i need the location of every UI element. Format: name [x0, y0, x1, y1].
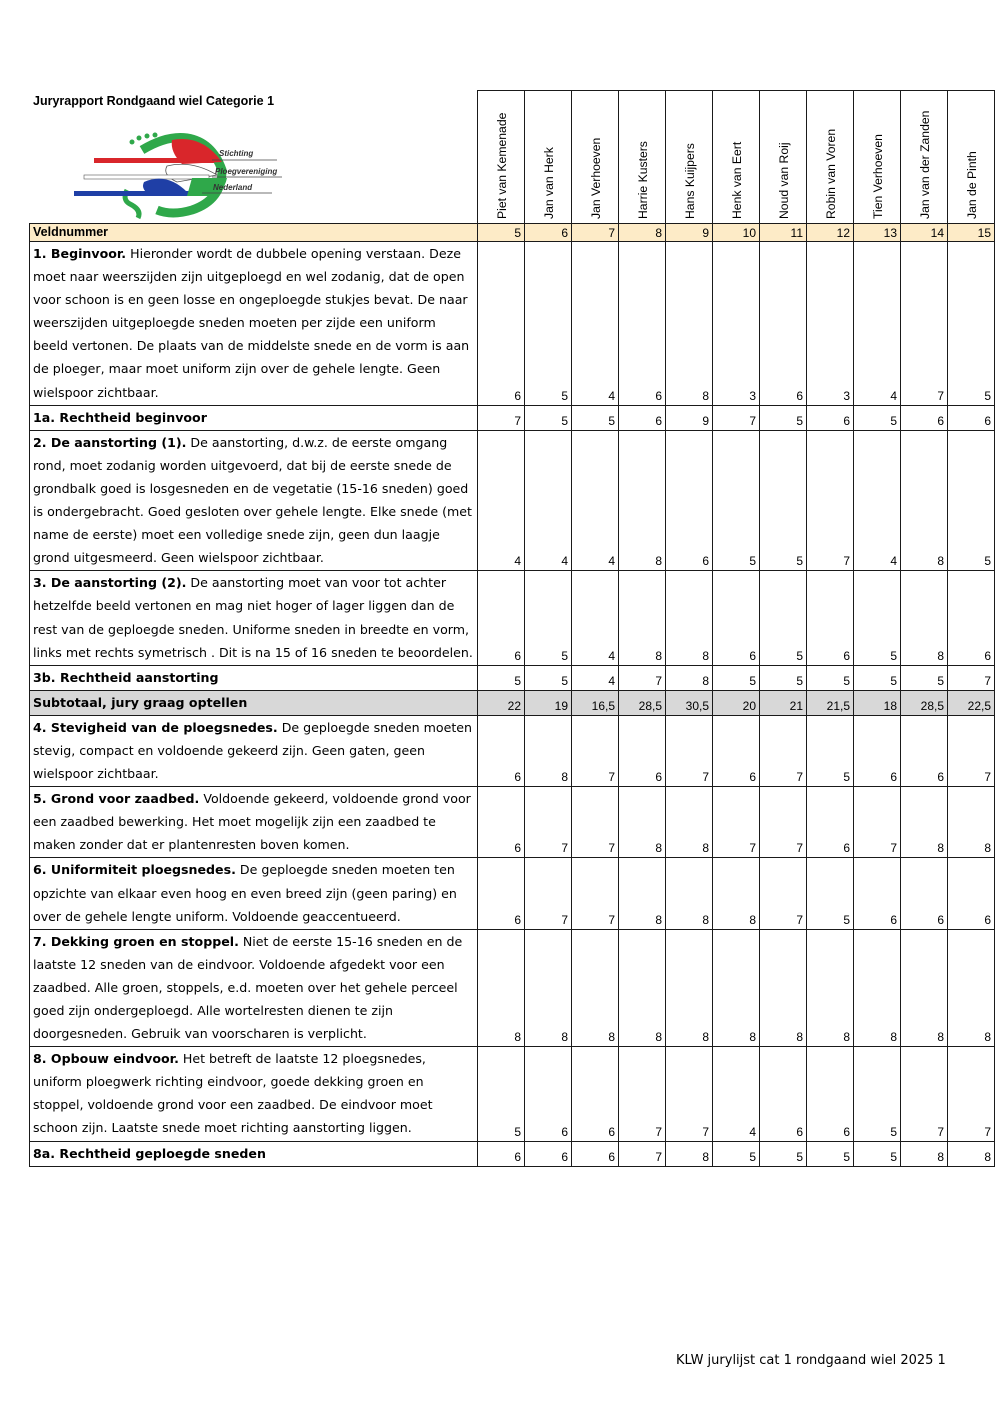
criterion-description — [30, 858, 478, 929]
score-cell: 7 — [713, 405, 760, 430]
score-cell: 8 — [572, 929, 619, 1046]
score-cell: 4 — [713, 1047, 760, 1141]
score-cell: 5 — [854, 665, 901, 690]
criterion-row — [30, 430, 995, 571]
veld-number: 12 — [807, 224, 854, 242]
judge-name: Jan van der Zanden — [901, 91, 948, 224]
score-cell: 9 — [666, 405, 713, 430]
criterion-text: De geploegde sneden moeten stevig, compact en voldoende gekeerd zijn. Geen gaten, geen wielspoor zichtbaar. — [33, 719, 473, 782]
veld-number: 15 — [948, 224, 995, 242]
judge-name: Jan Verhoeven — [572, 91, 619, 224]
score-cell: 6 — [713, 571, 760, 665]
score-cell: 7 — [619, 1141, 666, 1166]
score-cell: 7 — [619, 1047, 666, 1141]
veld-number: 6 — [525, 224, 572, 242]
score-cell: 7 — [854, 787, 901, 858]
score-cell: 8 — [525, 715, 572, 786]
score-cell: 7 — [948, 665, 995, 690]
score-cell: 8 — [619, 929, 666, 1046]
score-cell: 8 — [807, 929, 854, 1046]
score-cell: 5 — [901, 665, 948, 690]
judge-name: Robin van Voren — [807, 91, 854, 224]
score-cell: 6 — [854, 858, 901, 929]
veld-number: 8 — [619, 224, 666, 242]
criterion-row — [30, 242, 995, 406]
score-cell: 21 — [760, 690, 807, 715]
criterion-title: Subtotaal, jury graag optellen — [33, 694, 248, 710]
score-cell: 8 — [948, 929, 995, 1046]
score-cell: 7 — [619, 665, 666, 690]
score-cell: 5 — [713, 430, 760, 571]
score-cell: 6 — [478, 242, 525, 406]
criterion-row — [30, 571, 995, 665]
criterion-text: De aanstorting moet van voor tot achter hetzelfde beeld vertonen en mag niet hoger of lager liggen dan de rest van de geploegde sneden. Uniforme sneden in breedte en vorm, links met rechts symetrisch . Dit is na 15 of 16 sneden te beoordelen. — [33, 575, 473, 660]
score-cell: 4 — [854, 242, 901, 406]
criterion-row — [30, 405, 995, 430]
score-cell: 6 — [807, 1047, 854, 1141]
svg-text:Stichting: Stichting — [219, 149, 254, 158]
score-cell: 6 — [760, 1047, 807, 1141]
score-cell: 5 — [713, 1141, 760, 1166]
veldnummer-row — [30, 224, 995, 242]
score-cell: 5 — [478, 1047, 525, 1141]
score-cell: 6 — [619, 405, 666, 430]
score-cell: 8 — [666, 242, 713, 406]
score-cell: 6 — [854, 715, 901, 786]
score-cell: 6 — [619, 242, 666, 406]
veld-number: 10 — [713, 224, 760, 242]
score-cell: 8 — [525, 929, 572, 1046]
score-cell: 7 — [713, 787, 760, 858]
score-cell: 6 — [572, 1047, 619, 1141]
judge-name: Tien Verhoeven — [854, 91, 901, 224]
score-cell: 6 — [478, 787, 525, 858]
score-cell: 6 — [478, 1141, 525, 1166]
criterion-row — [30, 665, 995, 690]
score-cell: 5 — [525, 665, 572, 690]
score-cell: 6 — [760, 242, 807, 406]
score-cell: 20 — [713, 690, 760, 715]
score-cell: 28,5 — [901, 690, 948, 715]
judge-name: Noud van Roij — [760, 91, 807, 224]
score-cell: 4 — [525, 430, 572, 571]
score-cell: 21,5 — [807, 690, 854, 715]
veld-number: 14 — [901, 224, 948, 242]
veld-number: 5 — [478, 224, 525, 242]
score-cell: 7 — [948, 1047, 995, 1141]
judge-name: Hans Kuijpers — [666, 91, 713, 224]
score-cell: 6 — [948, 405, 995, 430]
score-cell: 7 — [478, 405, 525, 430]
score-cell: 6 — [619, 715, 666, 786]
score-cell: 8 — [713, 858, 760, 929]
criterion-row — [30, 858, 995, 929]
score-cell: 6 — [807, 571, 854, 665]
judge-name: Piet van Kemenade — [478, 91, 525, 224]
judge-name: Jan van Herk — [525, 91, 572, 224]
score-cell: 5 — [713, 665, 760, 690]
score-cell: 5 — [760, 1141, 807, 1166]
score-cell: 6 — [948, 571, 995, 665]
page-footer: KLW jurylijst cat 1 rondgaand wiel 2025 1 — [676, 1353, 946, 1368]
score-cell: 8 — [901, 571, 948, 665]
score-cell: 5 — [948, 430, 995, 571]
criterion-text: Voldoende gekeerd, voldoende grond voor een zaadbed bewerking. Het moet mogelijk zijn een zaadbed te maken zonder dat er plantenresten boven komen. — [33, 791, 471, 853]
judge-name: Jan de Pinth — [948, 91, 995, 224]
score-cell: 22,5 — [948, 690, 995, 715]
score-cell: 28,5 — [619, 690, 666, 715]
score-cell: 6 — [713, 715, 760, 786]
score-cell: 8 — [666, 571, 713, 665]
veldnummer-label: Veldnummer — [30, 224, 478, 242]
score-cell: 8 — [478, 929, 525, 1046]
score-cell: 4 — [572, 430, 619, 571]
criterion-description — [30, 715, 478, 786]
criterion-text: De geploegde sneden moeten ten opzichte van elkaar even hoog en even breed zijn (geen paring) en over de gehele lengte uniform. Voldoende geaccentueerd. — [33, 862, 457, 924]
score-cell: 8 — [666, 929, 713, 1046]
criterion-text: De aanstorting, d.w.z. de eerste omgang rond, moet zodanig worden uitgevoerd, dat bij de eerste snede de grondbalk goed is losgesneden en de vegetatie (15-16 sneden) goed is ondergebracht. Goed gesloten over gehele lengte. Elke snede (met name de eerste) moet een volledige snede zijn, geen dun laagje grond uitgesmeerd. Geen wielspoor zichtbaar. — [33, 434, 472, 566]
score-cell: 7 — [666, 1047, 713, 1141]
criterion-description — [30, 1047, 478, 1141]
score-cell: 5 — [760, 430, 807, 571]
score-cell: 5 — [525, 242, 572, 406]
criterion-title: 4. Stevigheid van de ploegsnedes. — [33, 719, 278, 735]
score-cell: 7 — [525, 787, 572, 858]
score-cell: 7 — [572, 715, 619, 786]
score-cell: 5 — [760, 665, 807, 690]
criterion-text: Hieronder wordt de dubbele opening verstaan. Deze moet naar weerszijden zijn uitgeploegd en wel zodanig, dat de open voor schoon is en geen losse en ongeploegde stukjes bevat. De naar weerszijden uitgeploegde sneden moeten per zijde een uniform beeld vertonen. De plaats van de middelste snede en de vorm is aan de ploeger, maar moet uniform zijn over de gehele lengte. Geen wielspoor zichtbaar. — [33, 246, 470, 400]
score-cell: 18 — [854, 690, 901, 715]
score-cell: 7 — [525, 858, 572, 929]
veld-number: 11 — [760, 224, 807, 242]
criterion-description — [30, 690, 478, 715]
score-cell: 5 — [807, 665, 854, 690]
score-cell: 6 — [666, 430, 713, 571]
criterion-description — [30, 665, 478, 690]
score-cell: 5 — [760, 571, 807, 665]
score-cell: 3 — [713, 242, 760, 406]
criterion-row — [30, 715, 995, 786]
score-cell: 8 — [760, 929, 807, 1046]
veld-number: 7 — [572, 224, 619, 242]
criterion-text: Niet de eerste 15-16 sneden en de laatste 12 sneden van de eindvoor. Voldoende afgedekt voor een zaadbed. Alle groen, stoppels, e.d. moeten over het gehele perceel goed zijn ondergeploegd. Alle wortelresten dienen te zijn doorgesneden. Gebruik van voorscharen is verplicht. — [33, 933, 463, 1042]
score-cell: 6 — [807, 787, 854, 858]
score-cell: 8 — [901, 430, 948, 571]
score-cell: 4 — [854, 430, 901, 571]
score-cell: 8 — [666, 665, 713, 690]
score-cell: 6 — [948, 858, 995, 929]
judge-name: Harrie Kusters — [619, 91, 666, 224]
criterion-title: 5. Grond voor zaadbed. — [33, 791, 200, 807]
score-cell: 5 — [854, 571, 901, 665]
score-cell: 6 — [807, 405, 854, 430]
criterion-title: 7. Dekking groen en stoppel. — [33, 933, 239, 949]
criterion-title: 8. Opbouw eindvoor. — [33, 1051, 179, 1067]
report-title: Juryrapport Rondgaand wiel Categorie 1 — [33, 94, 275, 108]
score-cell: 6 — [525, 1141, 572, 1166]
score-cell: 7 — [760, 715, 807, 786]
score-cell: 7 — [666, 715, 713, 786]
score-cell: 5 — [807, 715, 854, 786]
criterion-description — [30, 929, 478, 1046]
criterion-description — [30, 405, 478, 430]
score-cell: 4 — [572, 665, 619, 690]
judge-name: Henk van Eert — [713, 91, 760, 224]
score-cell: 5 — [478, 665, 525, 690]
score-cell: 8 — [666, 858, 713, 929]
score-cell: 5 — [854, 1047, 901, 1141]
score-cell: 8 — [666, 1141, 713, 1166]
score-cell: 8 — [901, 787, 948, 858]
jury-score-table — [29, 90, 995, 1167]
score-cell: 6 — [572, 1141, 619, 1166]
score-cell: 5 — [807, 1141, 854, 1166]
score-cell: 7 — [572, 787, 619, 858]
svg-text:Nederland: Nederland — [213, 183, 253, 192]
subtotal-row — [30, 690, 995, 715]
score-cell: 6 — [478, 715, 525, 786]
score-cell: 22 — [478, 690, 525, 715]
criterion-title: 3. De aanstorting (2). — [33, 575, 187, 591]
criterion-title: 6. Uniformiteit ploegsnedes. — [33, 862, 236, 878]
score-cell: 5 — [760, 405, 807, 430]
score-cell: 7 — [572, 858, 619, 929]
score-cell: 7 — [901, 242, 948, 406]
criterion-description — [30, 430, 478, 571]
score-cell: 19 — [525, 690, 572, 715]
score-cell: 8 — [619, 787, 666, 858]
score-cell: 8 — [901, 929, 948, 1046]
score-cell: 8 — [619, 430, 666, 571]
score-cell: 8 — [666, 787, 713, 858]
criterion-description — [30, 1141, 478, 1166]
score-cell: 6 — [901, 858, 948, 929]
score-cell: 4 — [572, 571, 619, 665]
score-cell: 7 — [760, 787, 807, 858]
score-cell: 4 — [572, 242, 619, 406]
score-cell: 7 — [807, 430, 854, 571]
score-cell: 8 — [713, 929, 760, 1046]
veld-number: 13 — [854, 224, 901, 242]
score-cell: 6 — [478, 571, 525, 665]
svg-text:Ploegvereniging: Ploegvereniging — [215, 167, 278, 176]
score-cell: 5 — [572, 405, 619, 430]
score-cell: 8 — [948, 1141, 995, 1166]
criterion-row — [30, 929, 995, 1046]
score-cell: 7 — [948, 715, 995, 786]
criterion-title: 2. De aanstorting (1). — [33, 434, 187, 450]
score-cell: 5 — [854, 405, 901, 430]
score-cell: 5 — [948, 242, 995, 406]
criterion-row — [30, 787, 995, 858]
criterion-description — [30, 242, 478, 406]
score-cell: 8 — [854, 929, 901, 1046]
score-cell: 8 — [619, 571, 666, 665]
score-cell: 16,5 — [572, 690, 619, 715]
score-cell: 7 — [760, 858, 807, 929]
score-cell: 3 — [807, 242, 854, 406]
score-cell: 30,5 — [666, 690, 713, 715]
score-cell: 7 — [901, 1047, 948, 1141]
judges-header-row — [30, 91, 995, 224]
score-cell: 6 — [901, 715, 948, 786]
criterion-title: 8a. Rechtheid geploegde sneden — [33, 1145, 266, 1161]
score-cell: 8 — [948, 787, 995, 858]
criterion-title: 1. Beginvoor. — [33, 246, 127, 261]
score-cell: 8 — [619, 858, 666, 929]
criterion-row — [30, 1047, 995, 1141]
criterion-row — [30, 1141, 995, 1166]
score-cell: 5 — [525, 405, 572, 430]
criterion-description — [30, 571, 478, 665]
score-cell: 5 — [525, 571, 572, 665]
criterion-text: Het betreft de laatste 12 ploegsnedes, uniform ploegwerk richting eindvoor, goede dekking groen en stoppel, voldoende grond voor een zaadbed. De eindvoor moet schoon zijn. Laatste snede moet richting aanstorting liggen. — [33, 1051, 433, 1136]
score-cell: 5 — [807, 858, 854, 929]
score-cell: 5 — [854, 1141, 901, 1166]
criterion-title: 1a. Rechtheid beginvoor — [33, 409, 207, 425]
score-cell: 4 — [478, 430, 525, 571]
criterion-description — [30, 787, 478, 858]
score-cell: 8 — [901, 1141, 948, 1166]
score-cell: 6 — [525, 1047, 572, 1141]
veld-number: 9 — [666, 224, 713, 242]
criterion-title: 3b. Rechtheid aanstorting — [33, 669, 219, 685]
score-cell: 6 — [901, 405, 948, 430]
score-cell: 6 — [478, 858, 525, 929]
